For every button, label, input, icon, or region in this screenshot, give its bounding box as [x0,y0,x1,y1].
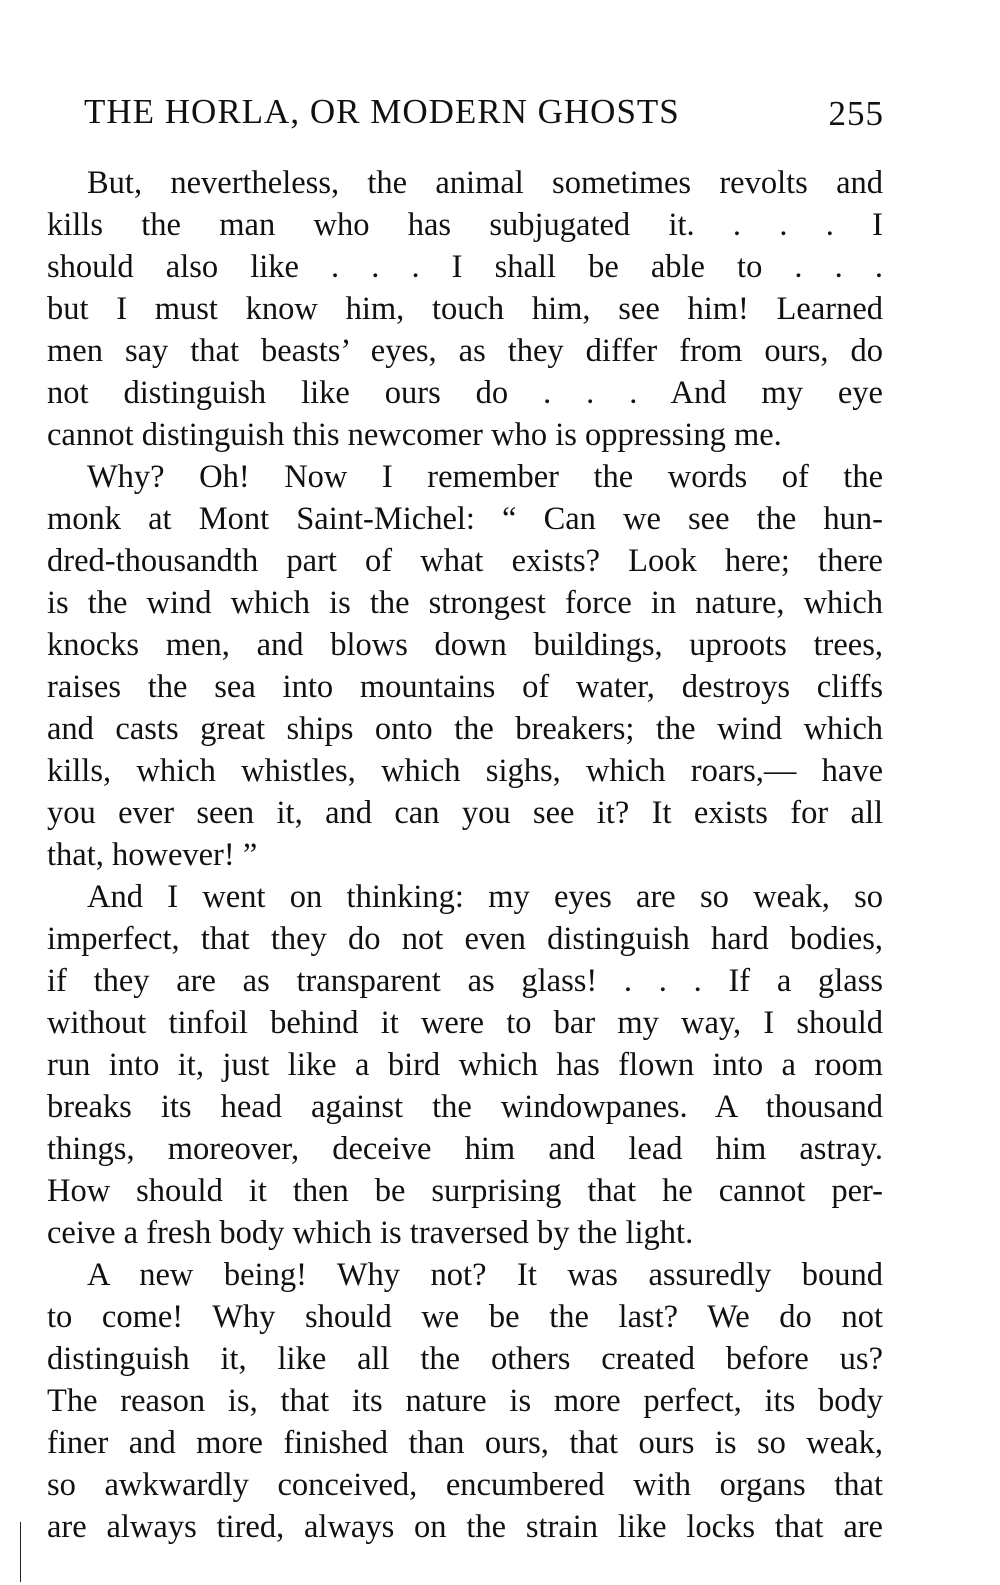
text-line: but I must know him, touch him, see him! Learned [47,291,883,327]
text-line: things, moreover, deceive him and lead him astray. [47,1131,883,1167]
text-line: to come! Why should we be the last? We do not [47,1299,883,1335]
text-line: But, nevertheless, the animal sometimes revolts and [87,165,883,201]
text-line: men say that beasts’ eyes, as they differ from ours, do [47,333,883,369]
text-line: should also like . . . I shall be able to . . . [47,249,883,285]
text-line: run into it, just like a bird which has flown into a room [47,1047,883,1083]
text-line: cannot distinguish this newcomer who is oppressing me. [47,417,782,453]
text-line: without tinfoil behind it were to bar my way, I should [47,1005,883,1041]
text-line: And I went on thinking: my eyes are so weak, so [87,879,883,915]
text-line: are always tired, always on the strain like locks that are [47,1509,883,1545]
text-line: ceive a fresh body which is traversed by the light. [47,1215,694,1251]
text-line: breaks its head against the windowpanes. A thousand [47,1089,883,1125]
text-line: Why? Oh! Now I remember the words of the [87,459,883,495]
text-line: raises the sea into mountains of water, destroys cliffs [47,669,883,705]
text-line: The reason is, that its nature is more perfect, its body [47,1383,883,1419]
text-line: kills, which whistles, which sighs, which roars,— have [47,753,883,789]
body-text [47,162,883,1548]
text-line: finer and more finished than ours, that ours is so weak, [47,1425,883,1461]
text-line: and casts great ships onto the breakers; the wind which [47,711,883,747]
text-line: is the wind which is the strongest force in nature, which [47,585,883,621]
text-line: you ever seen it, and can you see it? It exists for all [47,795,883,831]
text-line: if they are as transparent as glass! . . . If a glass [47,963,883,999]
text-line: distinguish it, like all the others created before us? [47,1341,883,1377]
text-line: not distinguish like ours do . . . And my eye [47,375,883,411]
text-line: imperfect, that they do not even distinguish hard bodies, [47,921,883,957]
text-line: monk at Mont Saint-Michel: “ Can we see the hun- [47,501,883,537]
text-line: knocks men, and blows down buildings, uproots trees, [47,627,883,663]
text-line: kills the man who has subjugated it. . . . I [47,207,883,243]
text-line: that, however! ” [47,837,258,873]
margin-mark [20,1522,21,1582]
text-line: dred-thousandth part of what exists? Look here; there [47,543,883,579]
text-line: A new being! Why not? It was assuredly bound [87,1257,883,1293]
running-title: THE HORLA, OR MODERN GHOSTS [84,92,680,131]
text-line: How should it then be surprising that he cannot per- [47,1173,883,1209]
text-line: so awkwardly conceived, encumbered with organs that [47,1467,883,1503]
running-header [84,92,884,142]
page-number: 255 [828,94,884,133]
